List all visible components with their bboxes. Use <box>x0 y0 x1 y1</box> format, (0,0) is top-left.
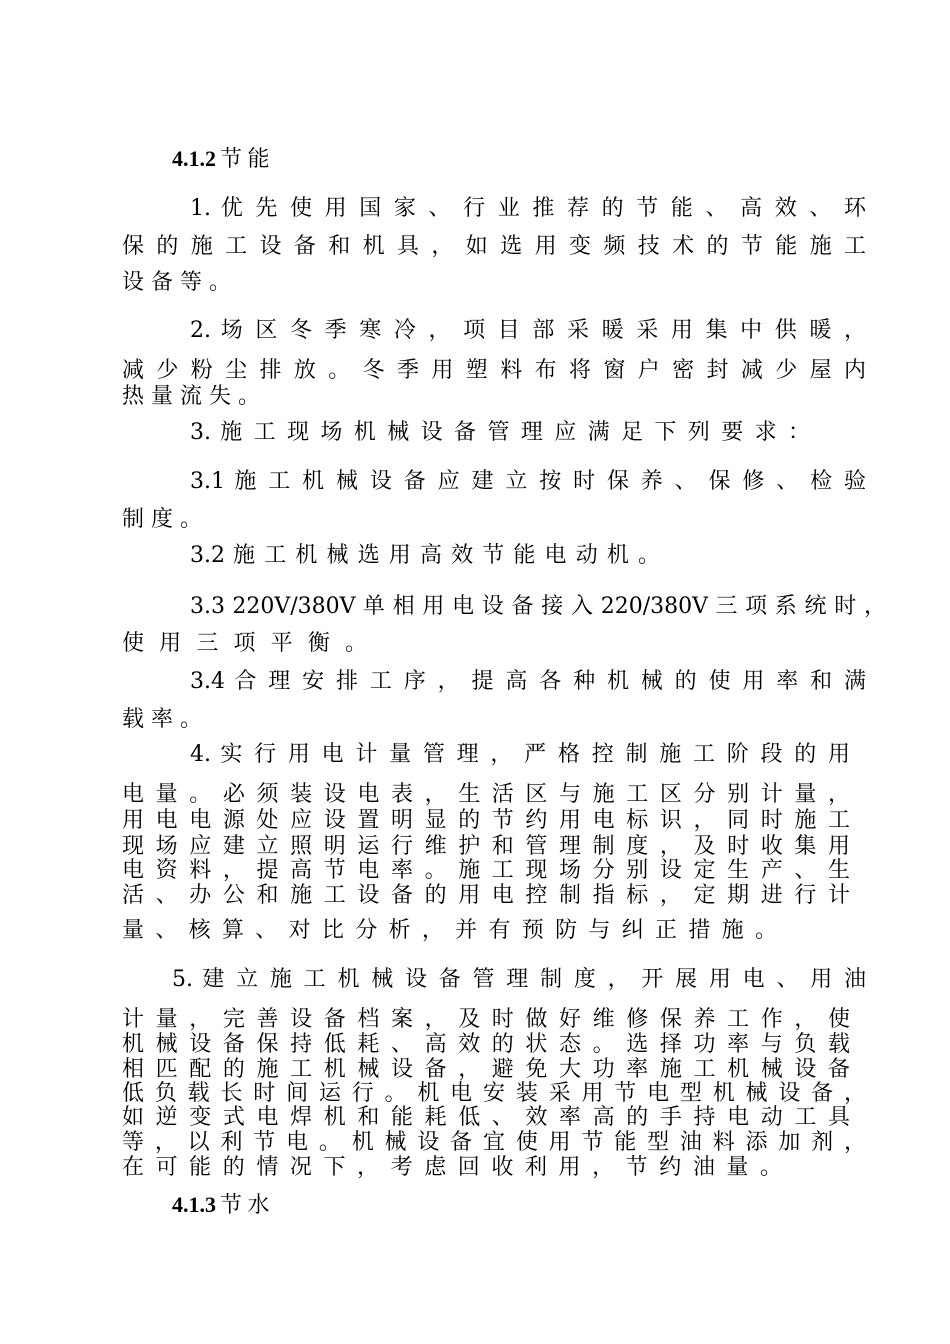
section-heading-4-1-2 <box>172 146 270 172</box>
section-number: 4.1.3 <box>172 1192 216 1217</box>
paragraph-line: 活 、 办 公 和 施 工 设 备 的 用 电 控 制 指 标 ， 定 期 进 行 计 <box>122 883 850 908</box>
paragraph-line: 用 电 电 源 处 应 设 置 明 显 的 节 约 用 电 标 识 ， 同 时 施 工 <box>122 808 850 833</box>
paragraph-line: 热 量 流 失 。 <box>122 384 260 409</box>
paragraph-line: 2. 场 区 冬 季 寒 冷 ， 项 目 部 采 暖 采 用 集 中 供 暖 ， <box>190 318 866 343</box>
paragraph-line: 机 械 设 备 保 持 低 耗 、 高 效 的 状 态 。 选 择 功 率 与 负 载 <box>122 1032 850 1057</box>
paragraph-line: 等 ， 以 利 节 电 。 机 械 设 备 宜 使 用 节 能 型 油 料 添 加 剂 ， <box>122 1130 866 1155</box>
paragraph-line: 设 备 等 。 <box>122 270 231 295</box>
section-title: 节 水 <box>220 1192 270 1217</box>
paragraph-line: 使 用 三 项 平 衡 。 <box>122 631 367 656</box>
paragraph-line: 如 逆 变 式 电 焊 机 和 能 耗 低 、 效 率 高 的 手 持 电 动 工 具 <box>122 1105 850 1130</box>
paragraph-line: 5. 建 立 施 工 机 械 设 备 管 理 制 度 ， 开 展 用 电 、 用 油 <box>172 967 866 992</box>
paragraph-line: 减 少 粉 尘 排 放 。 冬 季 用 塑 料 布 将 窗 户 密 封 减 少 屋 内 <box>122 358 866 383</box>
paragraph-line: 在 可 能 的 情 况 下 ， 考 虑 回 收 利 用 ， 节 约 油 量 。 <box>122 1155 782 1180</box>
paragraph-line: 计 量 ， 完 善 设 备 档 案 ， 及 时 做 好 维 修 保 养 工 作 ， 使 <box>122 1007 850 1032</box>
section-number: 4.1.2 <box>172 146 216 171</box>
paragraph-line: 1. 优 先 使 用 国 家 、 行 业 推 荐 的 节 能 、 高 效 、 环 <box>190 196 866 221</box>
paragraph-line: 制 度 。 <box>122 507 202 532</box>
paragraph-line: 现 场 应 建 立 照 明 运 行 维 护 和 管 理 制 度 ， 及 时 收 集 用 <box>122 834 850 859</box>
paragraph-line: 3.4 合 理 安 排 工 序 ， 提 高 各 种 机 械 的 使 用 率 和 满 <box>190 669 866 694</box>
section-heading-4-1-3 <box>172 1192 270 1218</box>
section-title: 节 能 <box>220 146 270 171</box>
paragraph-line: 低 负 载 长 时 间 运 行 。 机 电 安 装 采 用 节 电 型 机 械 设 备 ， <box>122 1081 866 1106</box>
paragraph-line: 保 的 施 工 设 备 和 机 具 ， 如 选 用 变 频 技 术 的 节 能 施 工 <box>122 234 866 259</box>
paragraph-line: 相 匹 配 的 施 工 机 械 设 备 ， 避 免 大 功 率 施 工 机 械 设 备 <box>122 1057 850 1082</box>
paragraph-line: 载 率 。 <box>122 707 202 732</box>
paragraph-line: 3.3 220V/380V 单 相 用 电 设 备 接 入 220/380V 三 项 系 统 时 ， <box>190 594 886 619</box>
paragraph-line: 量 、 核 算 、 对 比 分 析 ， 并 有 预 防 与 纠 正 措 施 。 <box>122 918 777 943</box>
paragraph-line: 电 资 料 ， 提 高 节 电 率 。 施 工 现 场 分 别 设 定 生 产 、 生 <box>122 858 850 883</box>
paragraph-line: 3. 施 工 现 场 机 械 设 备 管 理 应 满 足 下 列 要 求 ： <box>190 420 810 445</box>
paragraph-line: 电 量 。 必 须 装 设 电 表 ， 生 活 区 与 施 工 区 分 别 计 量 ， <box>122 782 850 807</box>
paragraph-line: 3.1 施 工 机 械 设 备 应 建 立 按 时 保 养 、 保 修 、 检 验 <box>190 469 866 494</box>
paragraph-line: 3.2 施 工 机 械 选 用 高 效 节 能 电 动 机 。 <box>190 543 660 568</box>
paragraph-line: 4. 实 行 用 电 计 量 管 理 ， 严 格 控 制 施 工 阶 段 的 用 <box>190 742 850 767</box>
